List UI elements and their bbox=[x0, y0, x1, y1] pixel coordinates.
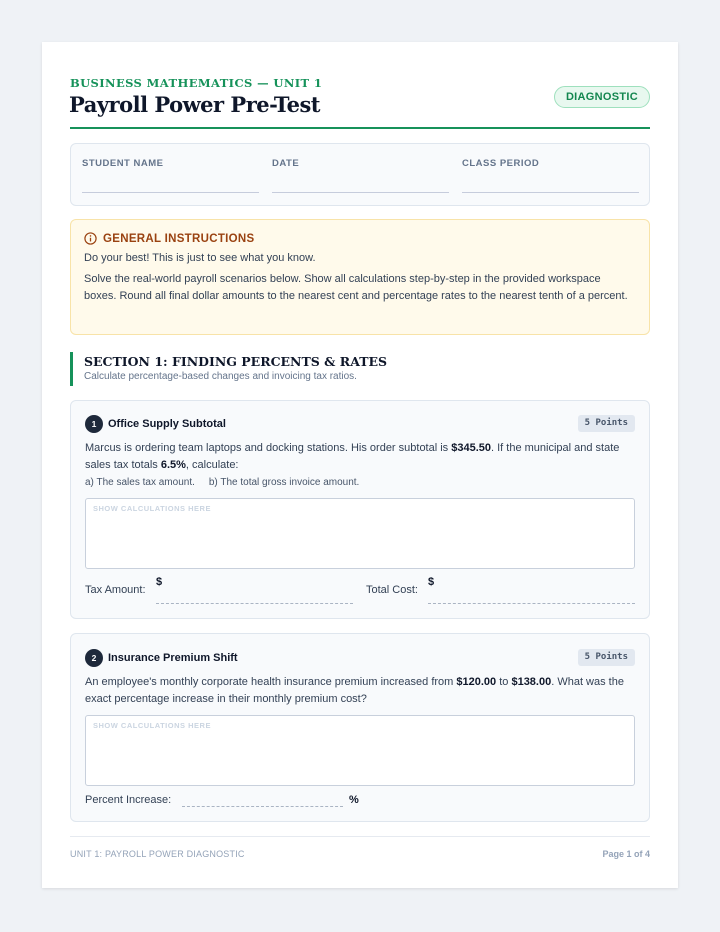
footer-divider bbox=[70, 836, 650, 837]
subtotal-value: $345.50 bbox=[451, 442, 491, 454]
tax-amount-label: Tax Amount: bbox=[85, 584, 146, 596]
worksheet-page bbox=[42, 42, 678, 888]
section-1-header bbox=[70, 352, 650, 386]
section-1-title: SECTION 1: FINDING PERCENTS & RATES bbox=[84, 354, 388, 369]
question-2-text: An employee's monthly corporate health insurance premium increased from $120.00 to $138.00. What was the exact percentage increase in their monthly premium cost? bbox=[85, 676, 624, 705]
class-period-label: CLASS PERIOD bbox=[462, 158, 540, 169]
instructions-line-2: Solve the real-world payroll scenarios below. Show all calculations step-by-step in the provided workspace boxes. Round all final dollar amounts to the nearest cent and percentage rates to the nearest tenth of a percent. bbox=[84, 273, 628, 302]
question-1-number: 1 bbox=[85, 415, 103, 433]
percent-increase-answer-line[interactable] bbox=[182, 806, 343, 807]
student-info-box bbox=[70, 143, 650, 206]
tax-currency-symbol: $ bbox=[156, 576, 163, 588]
workspace-label: SHOW CALCULATIONS HERE bbox=[93, 721, 211, 730]
percent-increase-label: Percent Increase: bbox=[85, 794, 172, 806]
old-premium-value: $120.00 bbox=[456, 676, 497, 688]
date-line[interactable] bbox=[272, 192, 449, 193]
percent-symbol: % bbox=[349, 794, 359, 806]
instructions-title: GENERAL INSTRUCTIONS bbox=[103, 232, 255, 245]
workspace-label: SHOW CALCULATIONS HERE bbox=[93, 504, 211, 513]
page-title: Payroll Power Pre-Test bbox=[69, 92, 320, 117]
instructions-box bbox=[70, 219, 650, 335]
question-1-workspace[interactable] bbox=[85, 498, 635, 569]
question-2-card bbox=[70, 633, 650, 822]
student-name-field[interactable] bbox=[82, 158, 259, 169]
student-name-label: STUDENT NAME bbox=[82, 158, 164, 169]
question-2-number: 2 bbox=[85, 649, 103, 667]
page-number: Page 1 of 4 bbox=[602, 849, 650, 859]
question-1-text: Marcus is ordering team laptops and docking stations. His order subtotal is $345.50. If the municipal and state sales tax totals 6.5%, calculate: bbox=[85, 442, 620, 471]
question-1-card bbox=[70, 400, 650, 619]
total-cost-answer-line[interactable] bbox=[428, 603, 635, 604]
question-2-workspace[interactable] bbox=[85, 715, 635, 786]
class-period-field[interactable] bbox=[462, 158, 639, 169]
tax-rate-value: 6.5% bbox=[160, 459, 186, 471]
date-label: DATE bbox=[272, 158, 300, 169]
question-2-title: Insurance Premium Shift bbox=[108, 652, 238, 664]
question-1-title: Office Supply Subtotal bbox=[108, 418, 226, 430]
total-cost-label: Total Cost: bbox=[366, 584, 418, 596]
course-subject: BUSINESS MATHEMATICS — UNIT 1 bbox=[70, 76, 323, 90]
section-1-subtitle: Calculate percentage-based changes and invoicing tax ratios. bbox=[84, 371, 357, 382]
class-period-line[interactable] bbox=[462, 192, 639, 193]
total-currency-symbol: $ bbox=[428, 576, 435, 588]
question-1-subparts bbox=[85, 477, 359, 488]
part-a: a) The sales tax amount. bbox=[85, 477, 195, 488]
date-field[interactable] bbox=[272, 158, 449, 169]
header-divider bbox=[70, 127, 650, 129]
question-1-points: 5 Points bbox=[578, 415, 635, 432]
instructions-line-1: Do your best! This is just to see what you know. bbox=[84, 252, 316, 264]
question-2-points: 5 Points bbox=[578, 649, 635, 666]
instructions-header bbox=[84, 232, 254, 245]
footer-title: UNIT 1: PAYROLL POWER DIAGNOSTIC bbox=[70, 849, 245, 859]
part-b: b) The total gross invoice amount. bbox=[208, 477, 360, 488]
student-name-line[interactable] bbox=[82, 192, 259, 193]
new-premium-value: $138.00 bbox=[511, 676, 552, 688]
diagnostic-badge: DIAGNOSTIC bbox=[554, 86, 650, 108]
tax-amount-answer-line[interactable] bbox=[156, 603, 353, 604]
info-circle-icon bbox=[84, 232, 97, 245]
